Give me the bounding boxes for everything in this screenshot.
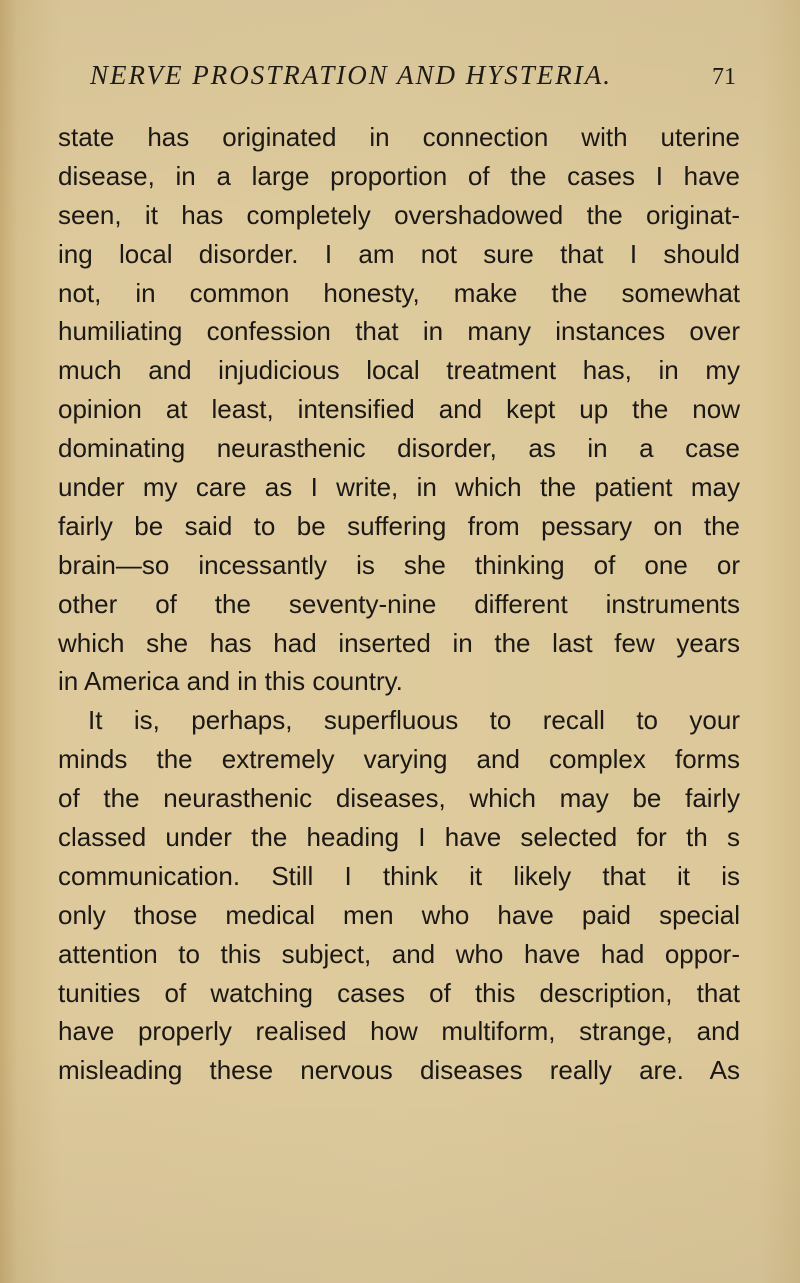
text-line: opinion at least, intensified and kept up the now	[58, 394, 740, 425]
text-line: minds the extremely varying and complex forms	[58, 744, 740, 775]
text-line: only those medical men who have paid special	[58, 899, 740, 930]
running-title: NERVE PROSTRATION AND HYSTERIA.	[90, 60, 613, 90]
text-line: not, in common honesty, make the somewhat	[58, 277, 740, 308]
text-line: seen, it has completely overshadowed the originat-	[58, 199, 740, 230]
text-line: have properly realised how multiform, strange, and	[58, 1016, 740, 1047]
text-line: classed under the heading I have selected for th s	[58, 822, 740, 853]
text-line: ing local disorder. I am not sure that I should	[58, 238, 740, 269]
text-line: which she has had inserted in the last few years	[58, 627, 740, 658]
text-line: communication. Still I think it likely that it is	[58, 860, 740, 891]
paragraph-end-line: in America and in this country.	[58, 666, 403, 697]
text-line: tunities of watching cases of this description, that	[58, 977, 740, 1008]
text-line: state has originated in connection with uterine	[58, 122, 740, 152]
text-line: disease, in a large proportion of the cases I have	[58, 160, 740, 191]
text-line: other of the seventy-nine different instruments	[58, 588, 740, 619]
paragraph-start-line: It is, perhaps, superfluous to recall to your	[88, 705, 740, 736]
text-line: humiliating confession that in many instances over	[58, 316, 740, 347]
text-line: misleading these nervous diseases really are. As	[58, 1055, 740, 1086]
text-line: attention to this subject, and who have had oppor-	[58, 938, 740, 969]
page-header	[90, 60, 740, 100]
page-number: 71	[712, 64, 736, 90]
text-line: brain—so incessantly is she thinking of one or	[58, 549, 740, 580]
text-line: under my care as I write, in which the patient may	[58, 472, 740, 503]
text-line: dominating neurasthenic disorder, as in a case	[58, 433, 740, 464]
text-line: fairly be said to be suffering from pessary on the	[58, 510, 740, 541]
text-line: of the neurasthenic diseases, which may be fairly	[58, 783, 740, 814]
text-line: much and injudicious local treatment has, in my	[58, 355, 740, 386]
body-text	[58, 118, 740, 1090]
